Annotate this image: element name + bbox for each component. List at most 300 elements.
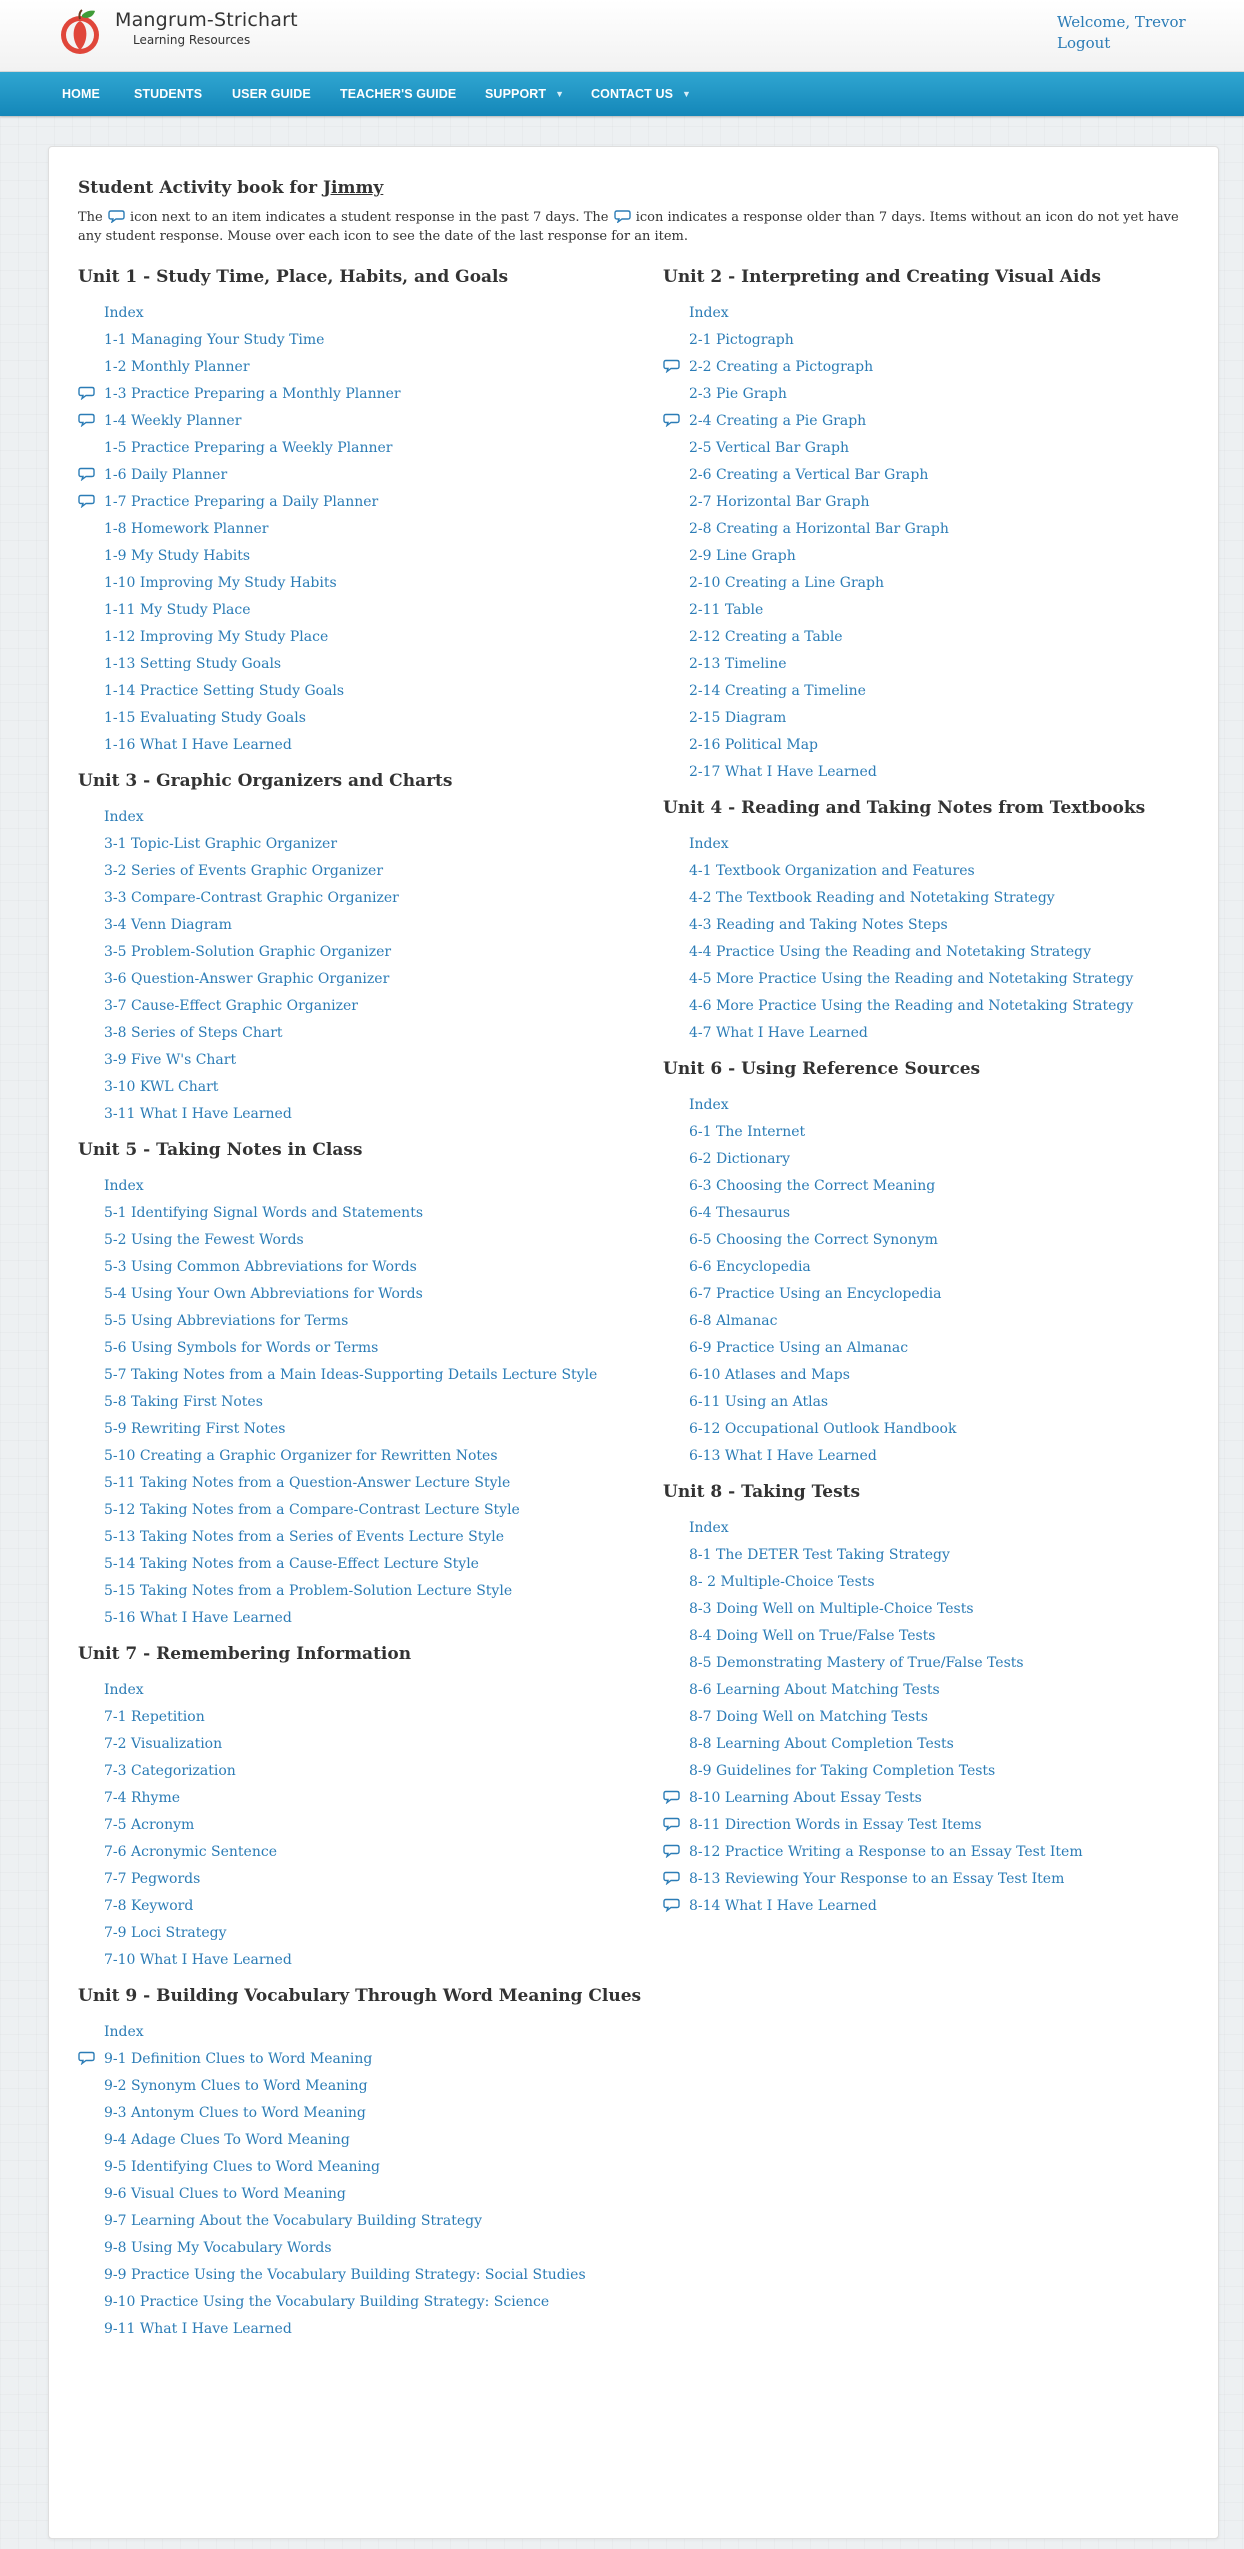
- activity-link[interactable]: 9-10 Practice Using the Vocabulary Building Strategy: Science: [104, 2294, 550, 2310]
- activity-item: [663, 514, 1233, 541]
- activity-link[interactable]: 6-7 Practice Using an Encyclopedia: [689, 1286, 942, 1302]
- activity-item: [663, 1729, 1233, 1756]
- activity-item: [663, 1675, 1233, 1702]
- activity-item: [663, 703, 1233, 730]
- activity-link[interactable]: 2-3 Pie Graph: [689, 386, 787, 402]
- activity-item: [78, 1891, 648, 1918]
- activity-link[interactable]: 4-7 What I Have Learned: [689, 1025, 868, 1041]
- activity-item: [78, 991, 648, 1018]
- activity-link[interactable]: 9-9 Practice Using the Vocabulary Building Strategy: Social Studies: [104, 2267, 586, 2283]
- page-title-prefix: Student Activity book for: [78, 178, 323, 198]
- activity-item: [78, 487, 648, 514]
- activity-link[interactable]: 1-4 Weekly Planner: [104, 413, 242, 429]
- activity-link[interactable]: 5-16 What I Have Learned: [104, 1610, 292, 1626]
- activity-item: [663, 1891, 1233, 1918]
- activity-link[interactable]: 2-17 What I Have Learned: [689, 764, 877, 780]
- activity-link[interactable]: 4-5 More Practice Using the Reading and Notetaking Strategy: [689, 971, 1134, 987]
- activity-item: [663, 1621, 1233, 1648]
- activity-link[interactable]: 8-8 Learning About Completion Tests: [689, 1736, 954, 1752]
- activity-link[interactable]: 1-2 Monthly Planner: [104, 359, 250, 375]
- activity-link[interactable]: 1-1 Managing Your Study Time: [104, 332, 325, 348]
- unit-title: Unit 6 - Using Reference Sources: [663, 1059, 981, 1079]
- brand-name: Mangrum-Strichart: [115, 9, 298, 31]
- activity-item: [663, 1144, 1233, 1171]
- activity-list: [78, 802, 648, 1126]
- activity-item: [663, 406, 1233, 433]
- activity-item: [663, 1513, 1233, 1540]
- activity-item: [78, 1603, 648, 1630]
- speech-bubble-icon[interactable]: [663, 1790, 680, 1804]
- activity-link[interactable]: 6-3 Choosing the Correct Meaning: [689, 1178, 936, 1194]
- activity-link[interactable]: 8-5 Demonstrating Mastery of True/False Tests: [689, 1655, 1024, 1671]
- units-column-right: [663, 267, 1233, 1932]
- activity-link[interactable]: 2-10 Creating a Line Graph: [689, 575, 884, 591]
- activity-item: [663, 460, 1233, 487]
- activity-link[interactable]: 2-8 Creating a Horizontal Bar Graph: [689, 521, 949, 537]
- activity-link[interactable]: 7-9 Loci Strategy: [104, 1925, 227, 1941]
- activity-item: [78, 325, 648, 352]
- activity-item: [78, 676, 648, 703]
- activity-item: [663, 910, 1233, 937]
- activity-link[interactable]: 3-9 Five W's Chart: [104, 1052, 237, 1068]
- activity-link[interactable]: 7-8 Keyword: [104, 1898, 194, 1914]
- unit-title: Unit 2 - Interpreting and Creating Visual Aids: [663, 267, 1101, 287]
- activity-item: [663, 991, 1233, 1018]
- activity-item: [78, 1018, 648, 1045]
- activity-item: [78, 1072, 648, 1099]
- speech-bubble-icon: [614, 210, 631, 223]
- activity-link[interactable]: 5-1 Identifying Signal Words and Statements: [104, 1205, 424, 1221]
- activity-item: [78, 1387, 648, 1414]
- activity-link[interactable]: 2-13 Timeline: [689, 656, 787, 672]
- activity-link[interactable]: 3-6 Question-Answer Graphic Organizer: [104, 971, 390, 987]
- logout-link[interactable]: Logout: [1057, 34, 1111, 52]
- activity-item: [78, 568, 648, 595]
- activity-link[interactable]: Index: [104, 2024, 144, 2040]
- activity-item: [78, 856, 648, 883]
- activity-link[interactable]: 6-5 Choosing the Correct Synonym: [689, 1232, 938, 1248]
- activity-link[interactable]: 2-7 Horizontal Bar Graph: [689, 494, 870, 510]
- activity-list: [663, 298, 1233, 784]
- speech-bubble-icon[interactable]: [663, 359, 680, 373]
- activity-link[interactable]: 5-10 Creating a Graphic Organizer for Rewritten Notes: [104, 1448, 498, 1464]
- activity-item: [663, 1540, 1233, 1567]
- activity-link[interactable]: Index: [689, 1520, 729, 1536]
- activity-link[interactable]: Index: [104, 809, 144, 825]
- activity-link[interactable]: 3-11 What I Have Learned: [104, 1106, 292, 1122]
- unit-title: Unit 9 - Building Vocabulary Through Word Meaning Clues: [78, 1986, 642, 2006]
- activity-item: [78, 2017, 648, 2044]
- activity-item: [78, 2098, 648, 2125]
- activity-item: [663, 1279, 1233, 1306]
- activity-link[interactable]: 2-15 Diagram: [689, 710, 787, 726]
- unit-section: [78, 1644, 648, 1972]
- activity-item: [663, 298, 1233, 325]
- activity-link[interactable]: 2-9 Line Graph: [689, 548, 796, 564]
- activity-item: [78, 1252, 648, 1279]
- activity-item: [78, 1864, 648, 1891]
- activity-link[interactable]: Index: [104, 1178, 144, 1194]
- activity-link[interactable]: 7-6 Acronymic Sentence: [104, 1844, 277, 1860]
- activity-link[interactable]: 5-2 Using the Fewest Words: [104, 1232, 304, 1248]
- activity-link[interactable]: 2-2 Creating a Pictograph: [689, 359, 874, 375]
- activity-link[interactable]: 1-8 Homework Planner: [104, 521, 269, 537]
- intro-part-2: icon next to an item indicates a student response in the past 7 days. The: [125, 210, 613, 225]
- activity-link[interactable]: 8-13 Reviewing Your Response to an Essay Test Item: [689, 1871, 1065, 1887]
- activity-item: [663, 1252, 1233, 1279]
- activity-list: [78, 1171, 648, 1630]
- speech-bubble-icon[interactable]: [663, 1871, 680, 1885]
- activity-item: [663, 883, 1233, 910]
- activity-link[interactable]: 9-7 Learning About the Vocabulary Building Strategy: [104, 2213, 482, 2229]
- activity-link[interactable]: 8-14 What I Have Learned: [689, 1898, 877, 1914]
- activity-item: [78, 910, 648, 937]
- activity-item: [663, 568, 1233, 595]
- activity-item: [663, 1702, 1233, 1729]
- unit-section: [78, 1986, 648, 2341]
- activity-link[interactable]: 4-6 More Practice Using the Reading and Notetaking Strategy: [689, 998, 1134, 1014]
- unit-title: Unit 7 - Remembering Information: [78, 1644, 412, 1664]
- activity-item: [663, 829, 1233, 856]
- activity-item: [78, 1441, 648, 1468]
- activity-item: [78, 352, 648, 379]
- activity-item: [78, 1306, 648, 1333]
- activity-link[interactable]: 8-11 Direction Words in Essay Test Items: [689, 1817, 982, 1833]
- activity-item: [78, 1171, 648, 1198]
- speech-bubble-icon[interactable]: [78, 386, 95, 400]
- activity-link[interactable]: Index: [104, 305, 144, 321]
- activity-link[interactable]: 4-4 Practice Using the Reading and Notetaking Strategy: [689, 944, 1092, 960]
- activity-link[interactable]: 6-1 The Internet: [689, 1124, 806, 1140]
- activity-item: [78, 595, 648, 622]
- activity-item: [78, 730, 648, 757]
- activity-item: [663, 1837, 1233, 1864]
- activity-link[interactable]: 7-10 What I Have Learned: [104, 1952, 292, 1968]
- activity-link[interactable]: 8-10 Learning About Essay Tests: [689, 1790, 922, 1806]
- activity-link[interactable]: 5-9 Rewriting First Notes: [104, 1421, 286, 1437]
- activity-link[interactable]: 4-1 Textbook Organization and Features: [689, 863, 975, 879]
- activity-item: [78, 1810, 648, 1837]
- activity-link[interactable]: 1-3 Practice Preparing a Monthly Planner: [104, 386, 401, 402]
- activity-item: [663, 487, 1233, 514]
- activity-link[interactable]: 6-12 Occupational Outlook Handbook: [689, 1421, 957, 1437]
- activity-link[interactable]: 9-8 Using My Vocabulary Words: [104, 2240, 332, 2256]
- activity-link[interactable]: 2-4 Creating a Pie Graph: [689, 413, 867, 429]
- activity-link[interactable]: 8-6 Learning About Matching Tests: [689, 1682, 940, 1698]
- activity-item: [663, 352, 1233, 379]
- activity-item: [78, 406, 648, 433]
- activity-link[interactable]: 6-2 Dictionary: [689, 1151, 791, 1167]
- activity-link[interactable]: 8-12 Practice Writing a Response to an Essay Test Item: [689, 1844, 1083, 1860]
- intro-part-1: The: [78, 210, 107, 225]
- speech-bubble-icon[interactable]: [78, 2051, 95, 2065]
- activity-item: [78, 1414, 648, 1441]
- activity-item: [663, 1594, 1233, 1621]
- activity-list: [663, 829, 1233, 1045]
- activity-link[interactable]: 5-7 Taking Notes from a Main Ideas-Supporting Details Lecture Style: [104, 1367, 598, 1383]
- activity-link[interactable]: 9-3 Antonym Clues to Word Meaning: [104, 2105, 366, 2121]
- activity-list: [78, 2017, 648, 2341]
- activity-link[interactable]: 7-5 Acronym: [104, 1817, 195, 1833]
- activity-item: [78, 937, 648, 964]
- activity-link[interactable]: 2-12 Creating a Table: [689, 629, 843, 645]
- activity-item: [78, 1756, 648, 1783]
- activity-link[interactable]: 3-7 Cause-Effect Graphic Organizer: [104, 998, 358, 1014]
- page-title: [78, 178, 383, 198]
- activity-link[interactable]: 2-6 Creating a Vertical Bar Graph: [689, 467, 929, 483]
- activity-link[interactable]: 5-13 Taking Notes from a Series of Events Lecture Style: [104, 1529, 505, 1545]
- activity-item: [78, 1495, 648, 1522]
- brand: [115, 8, 298, 48]
- activity-link[interactable]: 8-4 Doing Well on True/False Tests: [689, 1628, 936, 1644]
- activity-item: [663, 379, 1233, 406]
- intro-part-3: icon indicates a response older than 7 days. Items without an icon do not yet have any student response. Mouse over each icon to see the date of the last response for an item.: [78, 210, 1179, 244]
- activity-item: [663, 1171, 1233, 1198]
- activity-link[interactable]: 8-7 Doing Well on Matching Tests: [689, 1709, 928, 1725]
- activity-item: [78, 514, 648, 541]
- activity-item: [78, 2179, 648, 2206]
- activity-item: [663, 676, 1233, 703]
- activity-link[interactable]: 8-1 The DETER Test Taking Strategy: [689, 1547, 950, 1563]
- unit-section: [78, 771, 648, 1126]
- activity-item: [663, 1441, 1233, 1468]
- activity-item: [78, 1576, 648, 1603]
- activity-item: [78, 433, 648, 460]
- activity-link[interactable]: 3-4 Venn Diagram: [104, 917, 232, 933]
- activity-link[interactable]: 9-2 Synonym Clues to Word Meaning: [104, 2078, 368, 2094]
- chevron-down-icon: ▼: [682, 89, 692, 99]
- activity-link[interactable]: 2-5 Vertical Bar Graph: [689, 440, 849, 456]
- activity-item: [78, 1675, 648, 1702]
- activity-item: [663, 1306, 1233, 1333]
- activity-item: [663, 1567, 1233, 1594]
- activity-item: [78, 379, 648, 406]
- activity-item: [78, 2044, 648, 2071]
- activity-item: [78, 460, 648, 487]
- activity-item: [663, 433, 1233, 460]
- speech-bubble-icon[interactable]: [78, 467, 95, 481]
- activity-item: [78, 2071, 648, 2098]
- activity-link[interactable]: 1-6 Daily Planner: [104, 467, 228, 483]
- activity-item: [78, 649, 648, 676]
- activity-item: [78, 1360, 648, 1387]
- apple-logo-icon[interactable]: [58, 7, 102, 55]
- activity-link[interactable]: 1-13 Setting Study Goals: [104, 656, 282, 672]
- activity-item: [78, 703, 648, 730]
- activity-link[interactable]: 8- 2 Multiple-Choice Tests: [689, 1574, 875, 1590]
- activity-link[interactable]: 6-9 Practice Using an Almanac: [689, 1340, 909, 1356]
- activity-item: [663, 541, 1233, 568]
- activity-link[interactable]: Index: [689, 836, 729, 852]
- activity-link[interactable]: 8-3 Doing Well on Multiple-Choice Tests: [689, 1601, 974, 1617]
- activity-link[interactable]: 2-1 Pictograph: [689, 332, 794, 348]
- activity-item: [663, 622, 1233, 649]
- activity-item: [663, 1333, 1233, 1360]
- activity-link[interactable]: 7-7 Pegwords: [104, 1871, 201, 1887]
- brand-subtitle: Learning Resources: [133, 33, 251, 47]
- welcome-user-link[interactable]: Welcome, Trevor: [1057, 13, 1186, 31]
- nav-home[interactable]: HOME: [62, 87, 100, 101]
- activity-item: [663, 730, 1233, 757]
- activity-item: [663, 1018, 1233, 1045]
- unit-section: [78, 1140, 648, 1630]
- activity-link[interactable]: 7-4 Rhyme: [104, 1790, 181, 1806]
- activity-link[interactable]: 3-3 Compare-Contrast Graphic Organizer: [104, 890, 399, 906]
- activity-link[interactable]: 3-8 Series of Steps Chart: [104, 1025, 283, 1041]
- nav-students[interactable]: STUDENTS: [134, 87, 203, 101]
- activity-link[interactable]: 5-3 Using Common Abbreviations for Words: [104, 1259, 417, 1275]
- top-header: [0, 0, 1244, 72]
- activity-item: [78, 1045, 648, 1072]
- activity-link[interactable]: 9-4 Adage Clues To Word Meaning: [104, 2132, 350, 2148]
- activity-item: [663, 1810, 1233, 1837]
- nav-contact-us[interactable]: CONTACT US ▼: [591, 72, 691, 116]
- activity-link[interactable]: Index: [689, 305, 729, 321]
- nav-support[interactable]: SUPPORT ▼: [485, 72, 564, 116]
- activity-item: [78, 1837, 648, 1864]
- activity-link[interactable]: 7-2 Visualization: [104, 1736, 223, 1752]
- activity-link[interactable]: 2-14 Creating a Timeline: [689, 683, 866, 699]
- activity-link[interactable]: 9-6 Visual Clues to Word Meaning: [104, 2186, 346, 2202]
- unit-title: Unit 4 - Reading and Taking Notes from Textbooks: [663, 798, 1146, 818]
- activity-item: [78, 1945, 648, 1972]
- chevron-down-icon: ▼: [555, 89, 565, 99]
- activity-item: [78, 964, 648, 991]
- activity-item: [78, 1522, 648, 1549]
- activity-link[interactable]: 5-14 Taking Notes from a Cause-Effect Lecture Style: [104, 1556, 479, 1572]
- activity-item: [78, 1225, 648, 1252]
- activity-list: [78, 298, 648, 757]
- unit-title: Unit 8 - Taking Tests: [663, 1482, 861, 1502]
- intro-text: [78, 208, 1186, 246]
- activity-link[interactable]: Index: [689, 1097, 729, 1113]
- activity-link[interactable]: 4-2 The Textbook Reading and Notetaking Strategy: [689, 890, 1055, 906]
- activity-item: [78, 298, 648, 325]
- activity-link[interactable]: 9-5 Identifying Clues to Word Meaning: [104, 2159, 380, 2175]
- nav-user-guide[interactable]: USER GUIDE: [232, 87, 311, 101]
- unit-section: [663, 1482, 1233, 1918]
- activity-link[interactable]: 5-5 Using Abbreviations for Terms: [104, 1313, 349, 1329]
- activity-link[interactable]: 1-9 My Study Habits: [104, 548, 251, 564]
- activity-link[interactable]: 5-12 Taking Notes from a Compare-Contrast Lecture Style: [104, 1502, 520, 1518]
- activity-link[interactable]: 1-12 Improving My Study Place: [104, 629, 329, 645]
- activity-link[interactable]: 1-15 Evaluating Study Goals: [104, 710, 306, 726]
- activity-link[interactable]: 1-10 Improving My Study Habits: [104, 575, 337, 591]
- activity-item: [663, 757, 1233, 784]
- activity-item: [78, 1918, 648, 1945]
- speech-bubble-icon[interactable]: [663, 1898, 680, 1912]
- activity-item: [663, 1117, 1233, 1144]
- activity-item: [663, 964, 1233, 991]
- activity-list: [663, 1090, 1233, 1468]
- unit-title: Unit 5 - Taking Notes in Class: [78, 1140, 363, 1160]
- activity-link[interactable]: 3-5 Problem-Solution Graphic Organizer: [104, 944, 392, 960]
- activity-item: [78, 883, 648, 910]
- activity-link[interactable]: 6-6 Encyclopedia: [689, 1259, 811, 1275]
- activity-link[interactable]: 1-14 Practice Setting Study Goals: [104, 683, 345, 699]
- unit-section: [663, 798, 1233, 1045]
- activity-item: [78, 1783, 648, 1810]
- activity-link[interactable]: 5-8 Taking First Notes: [104, 1394, 263, 1410]
- activity-link[interactable]: 5-4 Using Your Own Abbreviations for Words: [104, 1286, 423, 1302]
- activity-link[interactable]: 6-11 Using an Atlas: [689, 1394, 829, 1410]
- activity-link[interactable]: 7-1 Repetition: [104, 1709, 205, 1725]
- activity-item: [78, 2314, 648, 2341]
- activity-link[interactable]: 9-11 What I Have Learned: [104, 2321, 292, 2337]
- activity-link[interactable]: 2-16 Political Map: [689, 737, 819, 753]
- activity-list: [663, 1513, 1233, 1918]
- activity-item: [78, 802, 648, 829]
- activity-link[interactable]: 1-16 What I Have Learned: [104, 737, 292, 753]
- activity-item: [663, 1360, 1233, 1387]
- speech-bubble-icon: [108, 210, 125, 223]
- activity-item: [663, 1783, 1233, 1810]
- activity-link[interactable]: 2-11 Table: [689, 602, 764, 618]
- activity-link[interactable]: 4-3 Reading and Taking Notes Steps: [689, 917, 948, 933]
- activity-link[interactable]: 1-5 Practice Preparing a Weekly Planner: [104, 440, 393, 456]
- activity-link[interactable]: 6-8 Almanac: [689, 1313, 778, 1329]
- activity-item: [663, 325, 1233, 352]
- activity-link[interactable]: 1-7 Practice Preparing a Daily Planner: [104, 494, 379, 510]
- activity-link[interactable]: 6-13 What I Have Learned: [689, 1448, 877, 1464]
- speech-bubble-icon[interactable]: [78, 494, 95, 508]
- activity-item: [663, 649, 1233, 676]
- activity-link[interactable]: 6-4 Thesaurus: [689, 1205, 791, 1221]
- activity-link[interactable]: 5-11 Taking Notes from a Question-Answer Lecture Style: [104, 1475, 511, 1491]
- activity-link[interactable]: 6-10 Atlases and Maps: [689, 1367, 850, 1383]
- activity-item: [663, 1756, 1233, 1783]
- activity-link[interactable]: 9-1 Definition Clues to Word Meaning: [104, 2051, 373, 2067]
- activity-item: [78, 1279, 648, 1306]
- activity-link[interactable]: 3-10 KWL Chart: [104, 1079, 219, 1095]
- nav-teachers-guide[interactable]: TEACHER'S GUIDE: [340, 87, 457, 101]
- activity-link[interactable]: 1-11 My Study Place: [104, 602, 251, 618]
- activity-item: [78, 541, 648, 568]
- activity-link[interactable]: 5-15 Taking Notes from a Problem-Solution Lecture Style: [104, 1583, 513, 1599]
- activity-link[interactable]: 8-9 Guidelines for Taking Completion Tests: [689, 1763, 996, 1779]
- activity-item: [78, 1549, 648, 1576]
- activity-link[interactable]: 5-6 Using Symbols for Words or Terms: [104, 1340, 379, 1356]
- units-column-left: [78, 267, 648, 2355]
- user-box: [1057, 12, 1186, 54]
- speech-bubble-icon[interactable]: [663, 1844, 680, 1858]
- activity-item: [78, 2233, 648, 2260]
- activity-link[interactable]: 7-3 Categorization: [104, 1763, 236, 1779]
- activity-link[interactable]: 3-1 Topic-List Graphic Organizer: [104, 836, 338, 852]
- activity-item: [663, 1864, 1233, 1891]
- activity-item: [78, 1333, 648, 1360]
- activity-link[interactable]: 3-2 Series of Events Graphic Organizer: [104, 863, 384, 879]
- activity-item: [663, 1198, 1233, 1225]
- activity-item: [78, 1099, 648, 1126]
- speech-bubble-icon[interactable]: [663, 413, 680, 427]
- activity-item: [663, 1414, 1233, 1441]
- activity-item: [78, 1468, 648, 1495]
- unit-section: [663, 267, 1233, 784]
- activity-item: [78, 1198, 648, 1225]
- activity-link[interactable]: Index: [104, 1682, 144, 1698]
- speech-bubble-icon[interactable]: [78, 413, 95, 427]
- activity-item: [663, 1090, 1233, 1117]
- activity-item: [663, 595, 1233, 622]
- speech-bubble-icon[interactable]: [663, 1817, 680, 1831]
- activity-item: [78, 2206, 648, 2233]
- unit-title: Unit 1 - Study Time, Place, Habits, and Goals: [78, 267, 509, 287]
- activity-item: [78, 2152, 648, 2179]
- activity-item: [78, 2260, 648, 2287]
- activity-item: [663, 1225, 1233, 1252]
- activity-item: [78, 2125, 648, 2152]
